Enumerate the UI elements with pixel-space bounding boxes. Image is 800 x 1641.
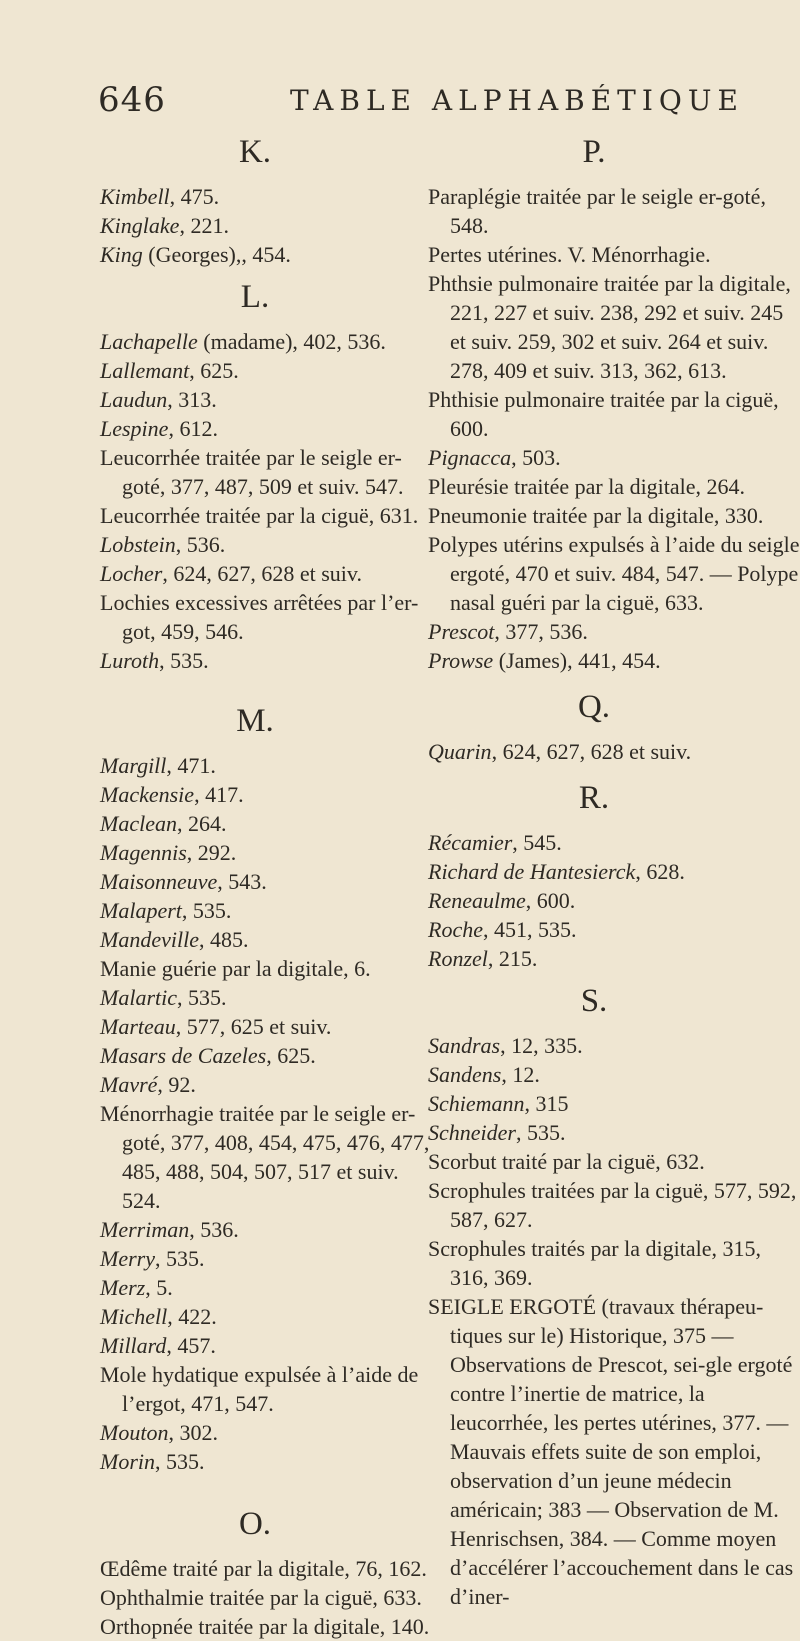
entry-name: Malapert: [100, 898, 182, 923]
index-entry: [100, 838, 440, 867]
index-entry: [100, 1418, 440, 1447]
section-letter: Q.: [577, 689, 611, 725]
section-letter: M.: [236, 703, 274, 739]
entry-text: , 475.: [169, 184, 220, 209]
entry-name: Malartic: [100, 985, 177, 1010]
entry-text: , 12.: [501, 1062, 540, 1087]
entry-name: Richard de Hantesierck: [428, 859, 636, 884]
entry-name: Prowse: [428, 648, 494, 673]
entry-name: Mouton: [100, 1420, 169, 1445]
entry-name: Margill: [100, 753, 167, 778]
entry-text: Leucorrhée traitée par la ciguë, 631.: [100, 503, 419, 528]
entry-text: (madame), 402, 536.: [197, 329, 386, 354]
page-header: [0, 80, 800, 130]
index-section: [100, 132, 440, 269]
index-entry: [428, 1060, 800, 1089]
entry-text: , 536.: [189, 1217, 239, 1242]
index-entry: [428, 443, 800, 472]
index-section: [428, 981, 800, 1611]
entry-text: (James), 441, 454.: [493, 648, 661, 673]
entry-text: , 315: [524, 1091, 569, 1116]
index-entry: [100, 646, 440, 675]
entry-text: , 92.: [157, 1072, 196, 1097]
index-entry: [100, 1612, 440, 1641]
entry-name: Merriman: [100, 1217, 190, 1242]
entry-text: , 535.: [515, 1120, 566, 1145]
entry-text: Phthsie pulmonaire traitée par la digitale, 221, 227 et suiv. 238, 292 et suiv. 245 et suiv. 259, 302 et suiv. 264 et suiv. 278, 409 et suiv. 313, 362, 613.: [428, 271, 791, 383]
index-entry: [100, 588, 440, 646]
index-entry: [100, 780, 440, 809]
entry-text: , 12, 335.: [500, 1033, 583, 1058]
index-entry: [100, 925, 440, 954]
entry-text: , 536.: [175, 532, 226, 557]
entry-text: , 313.: [167, 387, 217, 412]
entry-text: , 545.: [512, 830, 562, 855]
entry-text: , 417.: [194, 782, 244, 807]
entry-text: , 292.: [186, 840, 237, 865]
entry-text: Pertes utérines. V. Ménorrhagie.: [428, 242, 711, 267]
index-section: [428, 687, 800, 766]
entry-name: Mavré: [100, 1072, 158, 1097]
entry-name: King: [100, 242, 143, 267]
index-entry: [428, 944, 800, 973]
entry-text: SEIGLE ERGOTÉ (travaux thérapeu-tiques sur le) Historique, 375 — Observations de Prescot, sei-gle ergoté contre l’inertie de matrice, la leucorrhée, les pertes utérines, 377. — Mauvais effets suite de son emploi, observation d’un jeune médecin américain; 383 — Observation de M. Henrischsen, 384. — Comme moyen d’accélérer l’accouchement dans le cas d’iner-: [428, 1294, 794, 1609]
entry-name: Reneaulme: [428, 888, 526, 913]
entry-text: Orthopnée traitée par la digitale, 140.: [100, 1614, 430, 1639]
entry-text: Manie guérie par la digitale, 6.: [100, 956, 371, 981]
section-letter: R.: [578, 780, 610, 816]
index-entry: [100, 1302, 440, 1331]
entry-text: , 624, 627, 628 et suiv.: [491, 739, 692, 764]
entry-name: Maisonneuve: [100, 869, 218, 894]
right-index-column: [428, 128, 800, 1611]
entry-name: Merz: [100, 1275, 146, 1300]
index-entry: [100, 809, 440, 838]
index-entry: [100, 1215, 440, 1244]
index-entry: [428, 646, 800, 675]
index-entry: [100, 751, 440, 780]
index-entry: [100, 530, 440, 559]
index-entry: [100, 182, 440, 211]
entry-name: Magennis: [100, 840, 187, 865]
entry-text: Leucorrhée traitée par le seigle er-goté, 377, 487, 509 et suiv. 547.: [100, 445, 404, 499]
entry-text: , 543.: [217, 869, 267, 894]
entry-text: (Georges),, 454.: [142, 242, 291, 267]
index-entry: [428, 617, 800, 646]
index-entry: [100, 1070, 440, 1099]
entry-text: , 451, 535.: [482, 917, 577, 942]
entry-text: , 612.: [168, 416, 218, 441]
index-entry: [100, 211, 440, 240]
index-entry: [100, 1041, 440, 1070]
index-entry: [428, 857, 800, 886]
entry-name: Masars de Cazeles: [100, 1043, 267, 1068]
entry-text: , 471.: [166, 753, 216, 778]
section-letter: L.: [240, 279, 270, 315]
entry-text: , 221.: [179, 213, 229, 238]
entry-text: Œdême traité par la digitale, 76, 162.: [100, 1556, 427, 1581]
index-entry: [100, 414, 440, 443]
entry-text: , 535.: [177, 985, 227, 1010]
index-entry: [100, 896, 440, 925]
entry-text: , 302.: [168, 1420, 218, 1445]
page-number: 646: [98, 80, 166, 120]
entry-text: , 600.: [525, 888, 576, 913]
entry-name: Maclean: [100, 811, 177, 836]
entry-name: Lespine: [100, 416, 169, 441]
entry-name: Pignacca: [428, 445, 512, 470]
running-title: TABLE ALPHABÉTIQUE: [290, 84, 744, 117]
entry-text: Mole hydatique expulsée à l’aide de l’ergot, 471, 547.: [100, 1362, 419, 1416]
index-section: [100, 701, 440, 1476]
entry-name: Kimbell: [100, 184, 170, 209]
index-section: [428, 778, 800, 973]
entry-text: , 625.: [266, 1043, 316, 1068]
entry-text: , 457.: [166, 1333, 216, 1358]
index-entry: [100, 1244, 440, 1273]
index-entry: [428, 1176, 800, 1234]
entry-name: Lallemant: [100, 358, 190, 383]
entry-text: , 377, 536.: [494, 619, 588, 644]
index-entry: [428, 828, 800, 857]
entry-name: Sandens: [428, 1062, 502, 1087]
entry-name: Prescot: [428, 619, 495, 644]
entry-text: Pleurésie traitée par la digitale, 264.: [428, 474, 746, 499]
section-letter: K.: [238, 134, 272, 170]
index-entry: [100, 1583, 440, 1612]
entry-text: , 535.: [155, 1449, 205, 1474]
index-section: [100, 1504, 440, 1641]
index-entry: [100, 1099, 440, 1215]
entry-name: Sandras: [428, 1033, 501, 1058]
entry-text: , 628.: [635, 859, 685, 884]
index-entry: [428, 1234, 800, 1292]
entry-text: , 535.: [159, 648, 209, 673]
index-entry: [100, 327, 440, 356]
index-entry: [428, 269, 800, 385]
entry-name: Lobstein: [100, 532, 176, 557]
entry-name: Quarin: [428, 739, 492, 764]
index-entry: [428, 1118, 800, 1147]
entry-name: Merry: [100, 1246, 155, 1271]
index-entry: [100, 867, 440, 896]
index-entry: [428, 530, 800, 617]
entry-name: Kinglake: [100, 213, 180, 238]
index-entry: [100, 1331, 440, 1360]
entry-text: Ménorrhagie traitée par le seigle er-goté, 377, 408, 454, 475, 476, 477, 485, 488, 504, 507, 517 et suiv. 524.: [100, 1101, 430, 1213]
entry-text: , 577, 625 et suiv.: [175, 1014, 332, 1039]
index-entry: [428, 886, 800, 915]
index-entry: [428, 737, 800, 766]
entry-name: Roche: [428, 917, 483, 942]
index-entry: [428, 472, 800, 501]
entry-text: , 535.: [154, 1246, 205, 1271]
entry-name: Schneider: [428, 1120, 516, 1145]
entry-text: Phthisie pulmonaire traitée par la ciguë, 600.: [428, 387, 779, 441]
entry-name: Lachapelle: [100, 329, 198, 354]
entry-text: , 625.: [189, 358, 239, 383]
entry-text: , 485.: [198, 927, 249, 952]
entry-name: Récamier: [428, 830, 513, 855]
index-entry: [100, 356, 440, 385]
index-entry: [100, 385, 440, 414]
entry-name: Locher: [100, 561, 163, 586]
index-entry: [428, 1031, 800, 1060]
entry-text: , 503.: [511, 445, 561, 470]
index-entry: [100, 1360, 440, 1418]
index-entry: [100, 954, 440, 983]
index-entry: [428, 501, 800, 530]
entry-text: Paraplégie traitée par le seigle er-goté, 548.: [428, 184, 766, 238]
entry-name: Mackensie: [100, 782, 195, 807]
entry-name: Ronzel: [428, 946, 488, 971]
entry-text: Polypes utérins expulsés à l’aide du seigle ergoté, 470 et suiv. 484, 547. — Polype nasal guéri par la ciguë, 633.: [428, 532, 800, 615]
entry-name: Millard: [100, 1333, 167, 1358]
entry-text: , 215.: [487, 946, 538, 971]
index-entry: [100, 240, 440, 269]
entry-name: Mandeville: [100, 927, 199, 952]
index-entry: [428, 240, 800, 269]
entry-name: Marteau: [100, 1014, 176, 1039]
index-entry: [428, 182, 800, 240]
index-entry: [428, 1089, 800, 1118]
entry-text: , 5.: [145, 1275, 173, 1300]
section-letter: P.: [582, 134, 606, 170]
entry-text: , 624, 627, 628 et suiv.: [162, 561, 362, 586]
index-entry: [100, 501, 440, 530]
entry-name: Luroth: [100, 648, 160, 673]
index-section: [100, 277, 440, 675]
entry-text: , 535.: [181, 898, 232, 923]
entry-text: Scrophules traités par la digitale, 315, 316, 369.: [428, 1236, 761, 1290]
index-entry: [428, 1147, 800, 1176]
index-entry: [100, 443, 440, 501]
index-entry: [100, 559, 440, 588]
entry-name: Schiemann: [428, 1091, 525, 1116]
entry-name: Laudun: [100, 387, 168, 412]
entry-text: Ophthalmie traitée par la ciguë, 633.: [100, 1585, 422, 1610]
index-section: [428, 132, 800, 675]
entry-text: Scorbut traité par la ciguë, 632.: [428, 1149, 705, 1174]
entry-name: Morin: [100, 1449, 155, 1474]
index-entry: [100, 1447, 440, 1476]
entry-text: Lochies excessives arrêtées par l’er-got, 459, 546.: [100, 590, 419, 644]
index-entry: [100, 1554, 440, 1583]
index-entry: [428, 915, 800, 944]
index-entry: [428, 1292, 800, 1611]
section-letter: O.: [238, 1506, 272, 1542]
index-entry: [428, 385, 800, 443]
index-entry: [100, 1012, 440, 1041]
entry-text: , 264.: [176, 811, 227, 836]
index-entry: [100, 1273, 440, 1302]
entry-text: , 422.: [167, 1304, 217, 1329]
entry-name: Michell: [100, 1304, 168, 1329]
entry-text: Scrophules traitées par la ciguë, 577, 592, 587, 627.: [428, 1178, 797, 1232]
section-letter: S.: [580, 983, 608, 1019]
left-index-column: [100, 128, 440, 1641]
index-entry: [100, 983, 440, 1012]
entry-text: Pneumonie traitée par la digitale, 330.: [428, 503, 764, 528]
